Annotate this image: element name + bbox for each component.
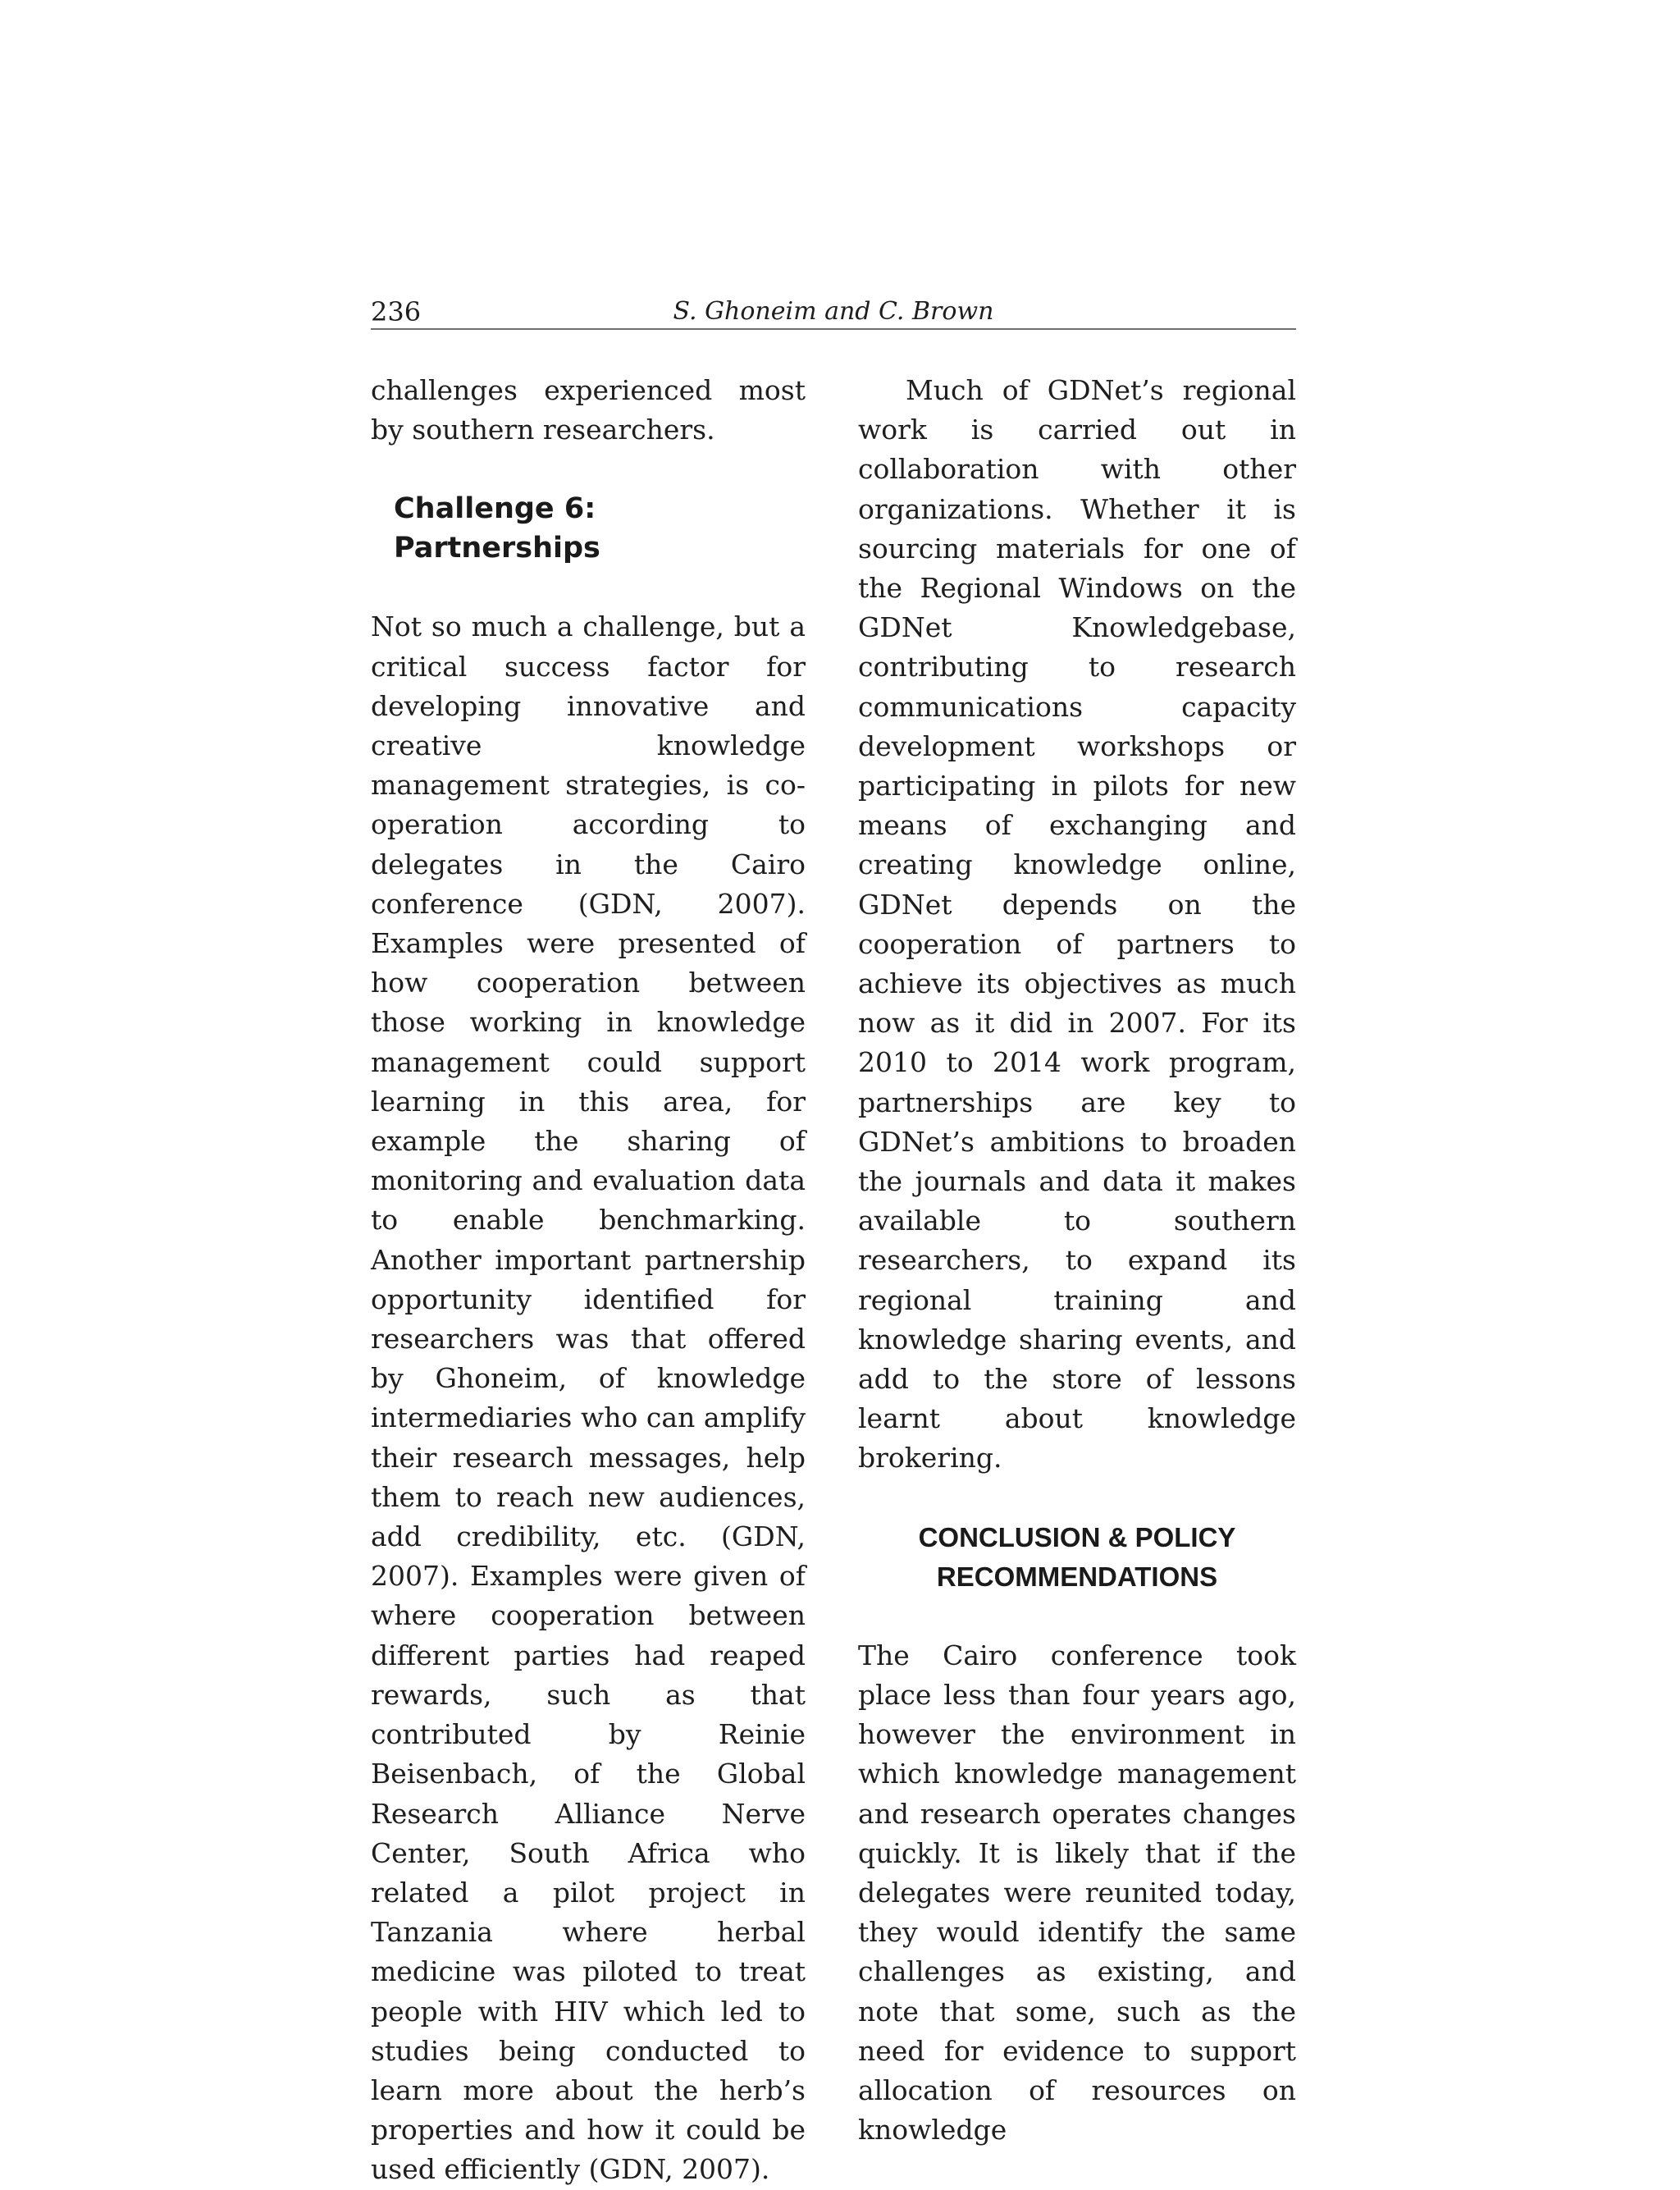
body-paragraph: Not so much a challenge, but a critical success factor for developing innovative and creative knowledge management strategies, is co-operation according to delegates in the Cairo conference (GDN, 2007). Examples were presented of how cooperation between those working in knowledge management could support learning in this area, for example the sharing of monitoring and evaluation data to enable benchmarking. Another important partnership opportunity identified for researchers was that offered by Ghoneim, of knowledge intermediaries who can amplify their research messages, help them to reach new audiences, add credibility, etc. (GDN, 2007). Examples were given of where cooperation between different parties had reaped rewards, such as that contributed by Reinie Beisenbach, of the Global Research Alliance Nerve Center, South Africa who related a pilot project in Tanzania where herbal medicine was piloted to treat people with HIV which led to studies being conducted to learn more about the herb’s properties and how it could be used efficiently (GDN, 2007). xyxy=(371,610,806,2186)
section-heading-line-1: CONCLUSION & POLICY xyxy=(918,1521,1236,1552)
left-column xyxy=(371,371,806,2190)
section-heading-partnerships: Challenge 6: Partnerships xyxy=(394,492,600,565)
section-heading-conclusion xyxy=(858,1518,1296,1597)
section-heading-line-2: RECOMMENDATIONS xyxy=(936,1561,1218,1592)
page-number: 236 xyxy=(371,296,422,327)
page-header xyxy=(371,295,1296,330)
running-head: S. Ghoneim and C. Brown xyxy=(673,297,994,326)
conclusion-paragraph: The Cairo conference took place less than four years ago, however the environment in which knowledge management and research operates changes quickly. It is likely that if the delegates were reunited today, they would identify the same challenges as existing, and note that some, such as the need for evidence to support allocation of resources on knowledge xyxy=(858,1639,1296,2147)
right-column xyxy=(858,371,1296,2150)
partnership-paragraph: Much of GDNet’s regional work is carried out in collaboration with other organizations. Whether it is sourcing materials for one of the Regional Windows on the GDNet Knowledgebase, contributing to research communications capacity development workshops or participating in pilots for new means of exchanging and creating knowledge online, GDNet depends on the cooperation of partners to achieve its objectives as much now as it did in 2007. For its 2010 to 2014 work program, partnerships are key to GDNet’s ambitions to broaden the journals and data it makes available to southern researchers, to expand its regional training and knowledge sharing events, and add to the store of lessons learnt about knowledge brokering. xyxy=(858,374,1296,1474)
intro-paragraph: challenges experienced most by southern researchers. xyxy=(371,374,806,446)
